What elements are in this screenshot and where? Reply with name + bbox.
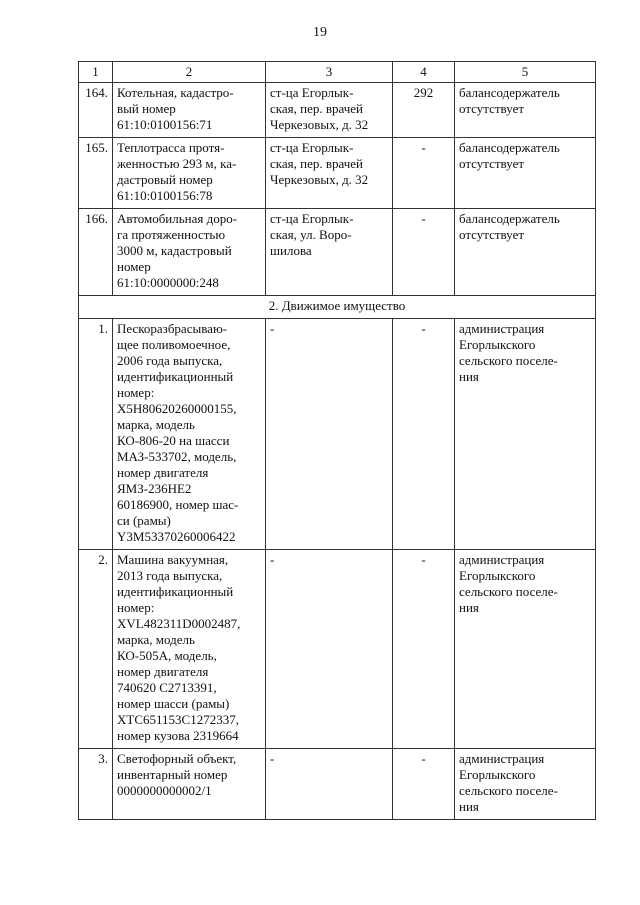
balance-holder: балансодержатель отсутствует — [455, 138, 596, 209]
balance-holder: администрация Егорлыкского сельского поселе- ния — [455, 319, 596, 550]
row-number: 164. — [79, 83, 113, 138]
object-quantity: - — [393, 319, 455, 550]
object-address: ст-ца Егорлык- ская, ул. Воро- шилова — [266, 209, 393, 296]
property-register-table — [78, 61, 596, 820]
table-row — [79, 319, 596, 550]
object-address: ст-ца Егорлык- ская, пер. врачей Черкезовых, д. 32 — [266, 83, 393, 138]
column-header: 1 — [79, 62, 113, 83]
object-quantity: 292 — [393, 83, 455, 138]
row-number: 165. — [79, 138, 113, 209]
table-row — [79, 83, 596, 138]
object-quantity: - — [393, 138, 455, 209]
object-description: Светофорный объект, инвентарный номер 0000000000002/1 — [113, 749, 266, 820]
header-row — [79, 62, 596, 83]
section-row — [79, 296, 596, 319]
object-description: Теплотрасса протя- женностью 293 м, ка- дастровый номер 61:10:0100156:78 — [113, 138, 266, 209]
row-number: 2. — [79, 550, 113, 749]
object-quantity: - — [393, 749, 455, 820]
object-description: Автомобильная доро- га протяженностью 3000 м, кадастровый номер 61:10:0000000:248 — [113, 209, 266, 296]
column-header: 3 — [266, 62, 393, 83]
balance-holder: балансодержатель отсутствует — [455, 209, 596, 296]
object-description: Машина вакуумная, 2013 года выпуска, идентификационный номер: XVL482311D0002487, марка, модель КО-505А, модель, номер двигателя 740620 С2713391, номер шасси (рамы) XTC651153C1272337, номер кузова 2319664 — [113, 550, 266, 749]
table-row — [79, 138, 596, 209]
balance-holder: администрация Егорлыкского сельского поселе- ния — [455, 749, 596, 820]
row-number: 3. — [79, 749, 113, 820]
balance-holder: балансодержатель отсутствует — [455, 83, 596, 138]
object-address: - — [266, 749, 393, 820]
column-header: 2 — [113, 62, 266, 83]
section-title: 2. Движимое имущество — [79, 296, 596, 319]
object-quantity: - — [393, 550, 455, 749]
table-row — [79, 550, 596, 749]
column-header: 4 — [393, 62, 455, 83]
object-description: Котельная, кадастро- вый номер 61:10:0100156:71 — [113, 83, 266, 138]
row-number: 1. — [79, 319, 113, 550]
table-row — [79, 209, 596, 296]
table-row — [79, 749, 596, 820]
column-header: 5 — [455, 62, 596, 83]
row-number: 166. — [79, 209, 113, 296]
object-description: Пескоразбрасываю- щее поливомоечное, 2006 года выпуска, идентификационный номер: X5H80620260000155, марка, модель КО-806-20 на шасси МАЗ-533702, модель, номер двигателя ЯМЗ-236НЕ2 60186900, номер шас- си (рамы) Y3M53370260006422 — [113, 319, 266, 550]
balance-holder: администрация Егорлыкского сельского поселе- ния — [455, 550, 596, 749]
object-address: ст-ца Егорлык- ская, пер. врачей Черкезовых, д. 32 — [266, 138, 393, 209]
object-quantity: - — [393, 209, 455, 296]
object-address: - — [266, 319, 393, 550]
page-number: 19 — [313, 25, 327, 40]
object-address: - — [266, 550, 393, 749]
